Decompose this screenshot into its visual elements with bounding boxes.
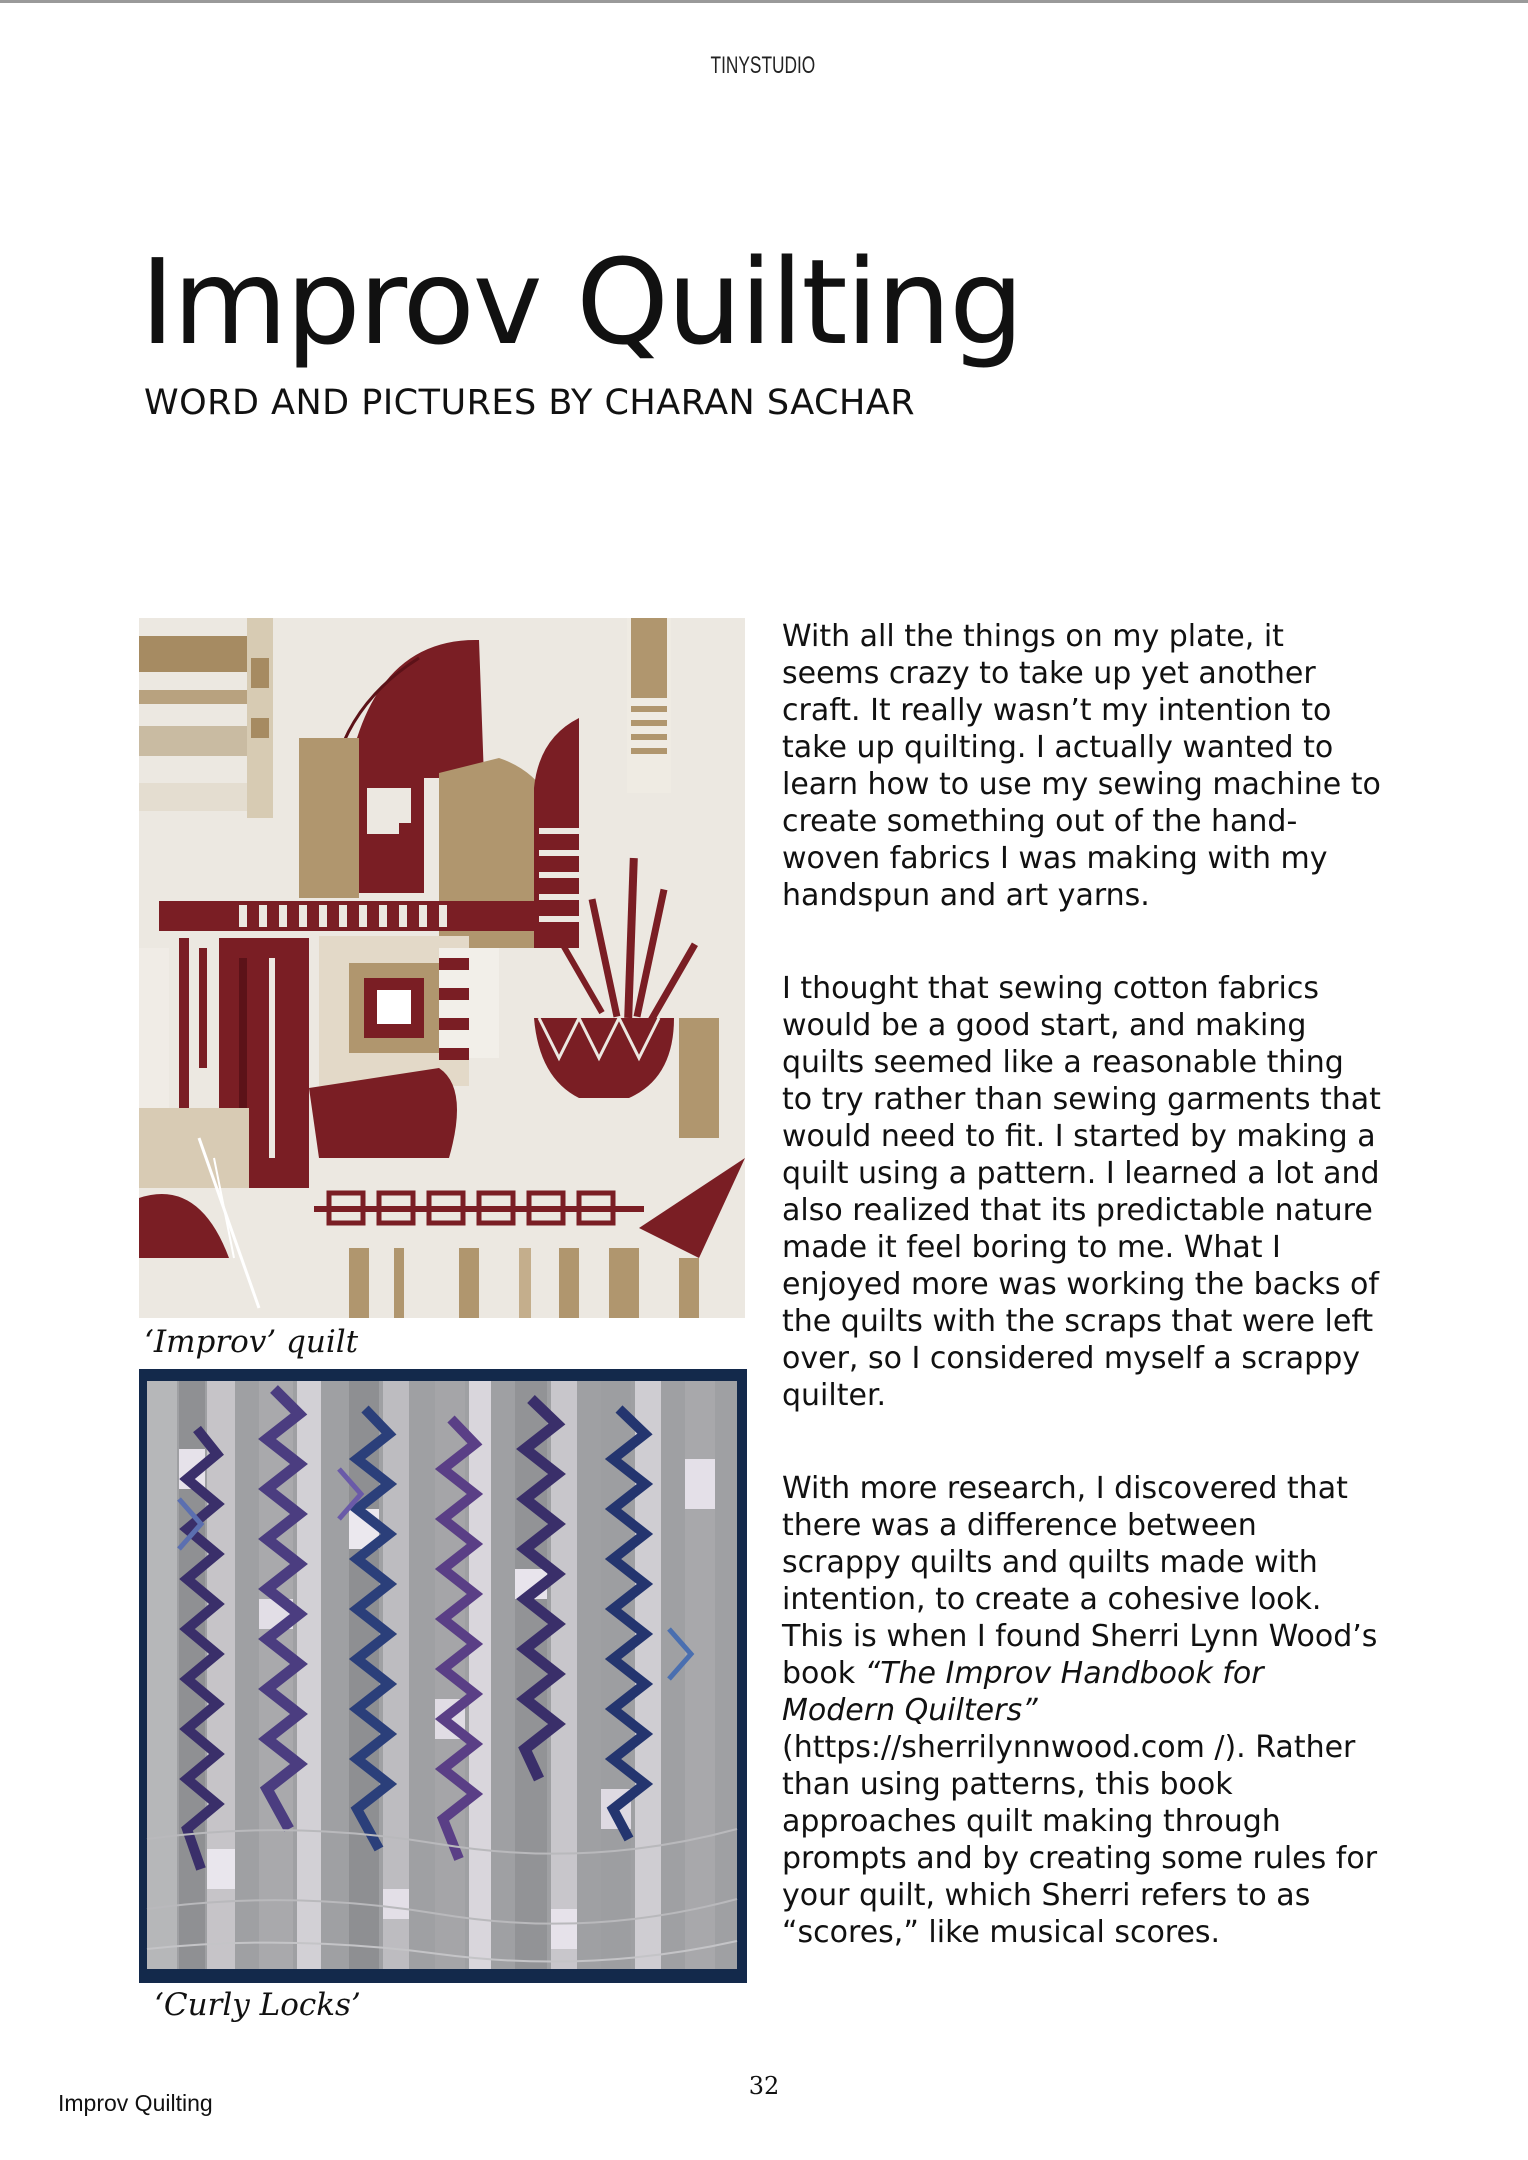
magazine-masthead: TINYSTUDIO — [710, 52, 816, 79]
article-byline: WORD AND PICTURES BY CHARAN SACHAR — [144, 383, 916, 423]
curly-locks-caption: ‘Curly Locks’ — [154, 1987, 361, 2023]
article-title: Improv Quilting — [140, 233, 1023, 371]
curly-locks-quilt-photo — [139, 1369, 747, 1983]
book-title: “The Improv Handbook for Modern Quilters” — [782, 1656, 1264, 1728]
paragraph-2: I thought that sewing cotton fabrics would be a good start, and making quilts seemed like a reasonable thing to try rather than sewing garments that would need to fit. I started by making a quilt using a pattern. I learned a lot and also realized that its predictable nature made it feel boring to me. What I enjoyed more was working the backs of the quilts with the scraps that were left over, so I considered myself a scrappy quilter. — [782, 971, 1381, 1413]
paragraph-3-text-before: With more research, I discovered that there was a difference between scrappy quilts and quilts made with intention, to create a cohesive look. This is when I found Sherri Lynn Wood’s book — [782, 1471, 1378, 1691]
footer-section-label: Improv Quilting — [58, 2090, 213, 2116]
article-body — [782, 618, 1382, 2007]
improv-quilt-photo — [139, 618, 745, 1318]
paragraph-3 — [782, 1470, 1382, 1951]
paragraph-3-text-after: (https://sherrilynnwood.com /). Rather than using patterns, this book approaches quilt making through prompts and by creating some rules for your quilt, which Sherri refers to as “scores,” like musical scores. — [782, 1730, 1378, 1950]
top-border-line — [0, 0, 1528, 3]
improv-quilt-caption: ‘Improv’ quilt — [144, 1324, 359, 1360]
paragraph-1: With all the things on my plate, it seems crazy to take up yet another craft. It really wasn’t my intention to take up quilting. I actually wanted to learn how to use my sewing machine to create something out of the hand-woven fabrics I was making with my handspun and art yarns. — [782, 619, 1381, 913]
page-number: 32 — [748, 2072, 780, 2100]
